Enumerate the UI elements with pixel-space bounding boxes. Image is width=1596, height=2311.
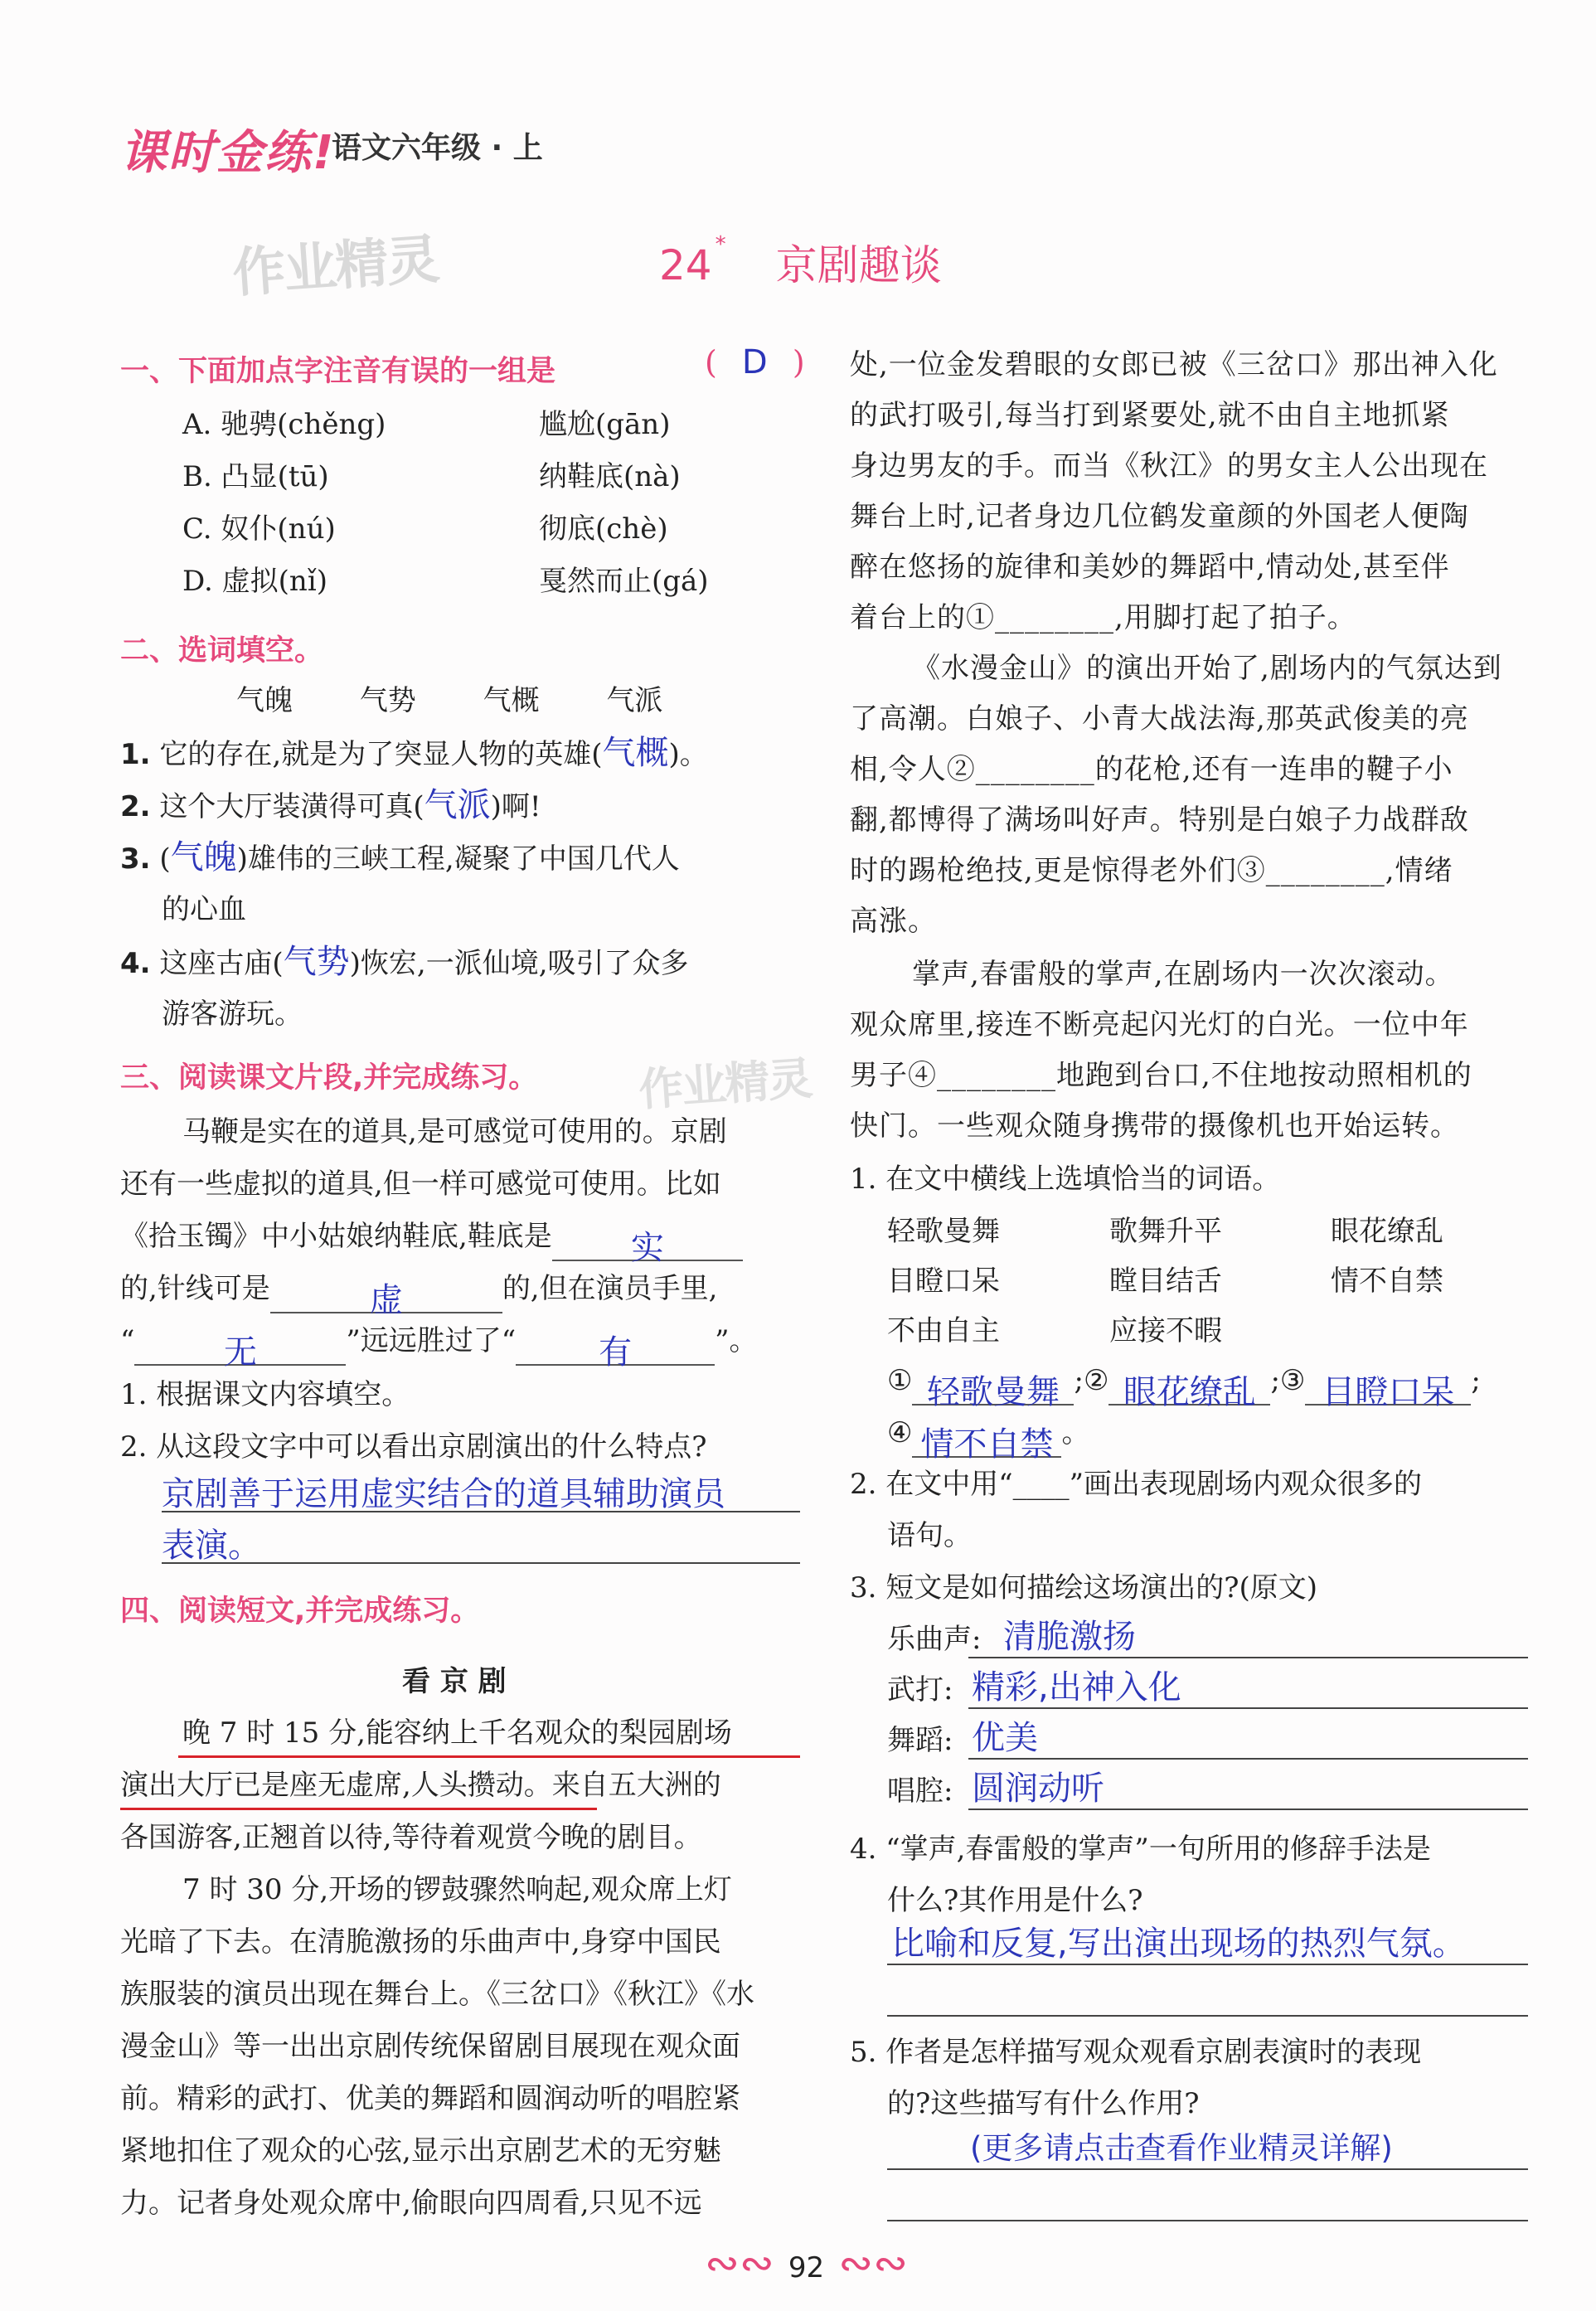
word-bank-item: 气概	[483, 684, 540, 717]
question: 5. 作者是怎样描写观众观看京剧表演时的表现	[850, 2036, 1422, 2069]
article-line: 高涨。	[850, 905, 937, 938]
answer-line	[968, 1758, 1528, 1760]
section-4-title: 四、阅读短文,并完成练习。	[120, 1595, 480, 1628]
question: 2. 这个大厅装潢得可真(气派)啊!	[120, 786, 541, 824]
blank-answer: 实	[630, 1229, 664, 1267]
article-line: 观众席里,接连不断亮起闪光灯的白光。一位中年	[850, 1008, 1469, 1041]
answer-line	[887, 2015, 1528, 2017]
answer: 精彩,出神入化	[972, 1668, 1181, 1707]
choice: 轻歌曼舞	[887, 1215, 1000, 1248]
choice: 不由自主	[887, 1314, 1000, 1347]
question: 3. 短文是如何描绘这场演出的?(原文)	[850, 1571, 1318, 1605]
passage-line: “ 无 ”远远胜过了“ 有 ”。	[120, 1324, 758, 1372]
passage-line: 的,针线可是 虚 的,但在演员手里,	[120, 1272, 718, 1319]
article-line: 处,一位金发碧眼的女郎已被《三岔口》那出神入化	[850, 348, 1498, 381]
answer-paren: ( D )	[705, 343, 805, 381]
choice: 情不自禁	[1331, 1265, 1443, 1298]
choice: 瞠目结舌	[1109, 1265, 1222, 1298]
article-line: 紧地扣住了观众的心弦,显示出京剧艺术的无穷魅	[120, 2134, 721, 2168]
answer: 圆润动听	[972, 1770, 1104, 1808]
subject-label: 语文六年级 · 上	[332, 131, 543, 165]
fill-answer: 眼花缭乱	[1123, 1373, 1256, 1411]
question-cont: 的?这些描写有什么作用?	[887, 2087, 1200, 2120]
watermark: 作业精灵	[637, 1051, 813, 1117]
answer-line	[162, 1511, 800, 1512]
section-3-title: 三、阅读课文片段,并完成练习。	[120, 1061, 538, 1095]
option-c-right: 彻底(chè)	[539, 512, 668, 546]
question: 4. “掌声,春雷般的掌声”一句所用的修辞手法是	[850, 1833, 1431, 1866]
article-line: 前。精彩的武打、优美的舞蹈和圆润动听的唱腔紧	[120, 2082, 740, 2115]
article-line: 掌声,春雷般的掌声,在剧场内一次次滚动。	[912, 958, 1454, 991]
blank-answer: 无	[223, 1333, 257, 1372]
watermark: 作业精灵	[230, 229, 440, 305]
answer-line	[887, 1964, 1528, 1965]
article-line: 相,令人②________的花枪,还有一连串的鞬子小	[850, 753, 1453, 786]
article-line: 着台上的①________,用脚打起了拍子。	[850, 601, 1356, 634]
swirl-right-icon: ∾∾	[838, 2239, 909, 2287]
article-line: 《水漫金山》的演出开始了,剧场内的气氛达到	[912, 652, 1502, 685]
option-d-left: D. 虚拟(nǐ)	[182, 565, 327, 598]
article-line: 7 时 30 分,开场的锣鼓骤然响起,观众席上灯	[182, 1873, 732, 1906]
article-line: 演出大厅已是座无虚席,人头攒动。来自五大洲的	[120, 1769, 721, 1802]
answer-line	[968, 1707, 1528, 1709]
red-underline	[120, 1808, 597, 1810]
answer: 气概	[602, 734, 669, 772]
option-a-right: 尴尬(gān)	[539, 408, 671, 441]
option-b-right: 纳鞋底(nà)	[539, 460, 681, 493]
word-bank-item: 气势	[359, 684, 416, 717]
page-number: 92	[788, 2251, 825, 2284]
more-details-link[interactable]: (更多请点击查看作业精灵详解)	[970, 2130, 1393, 2166]
option-c-left: C. 奴仆(nú)	[182, 512, 336, 546]
article-line: 舞台上时,记者身边几位鹤发童颜的外国老人便陶	[850, 500, 1469, 533]
passage-line: 《拾玉镯》中小姑娘纳鞋底,鞋底是 实	[120, 1211, 743, 1261]
question: 2. 在文中用“____”画出表现剧场内观众很多的	[850, 1468, 1423, 1501]
question-cont: 什么?其作用是什么?	[887, 1884, 1143, 1917]
section-1-title: 一、下面加点字注音有误的一组是	[120, 355, 556, 388]
passage-line: 还有一些虚拟的道具,但一样可感觉可使用。比如	[120, 1168, 721, 1201]
answer-line	[968, 1809, 1528, 1810]
choice: 目瞪口呆	[887, 1265, 1000, 1298]
answer-line	[162, 1562, 800, 1564]
fill-answer: 情不自禁	[920, 1425, 1054, 1464]
answer-line	[887, 2168, 1528, 2170]
article-line: 快门。一些观众随身携带的摄像机也开始运转。	[850, 1109, 1459, 1143]
answer: 表演。	[162, 1527, 261, 1565]
question-cont: 游客游玩。	[162, 998, 303, 1031]
question: 1. 在文中横线上选填恰当的词语。	[850, 1163, 1281, 1196]
answer-line	[968, 1657, 1528, 1658]
choice: 眼花缭乱	[1331, 1215, 1443, 1248]
swirl-left-icon: ∾∾	[705, 2239, 774, 2287]
word-bank-item: 气派	[606, 684, 663, 717]
label: 唱腔:	[887, 1775, 953, 1808]
option-b-left: B. 凸显(tū)	[182, 460, 329, 493]
article-line: 漫金山》等一出出京剧传统保留剧目展现在观众面	[120, 2030, 740, 2063]
choice: 应接不暇	[1109, 1314, 1222, 1347]
choice: 歌舞升平	[1109, 1215, 1222, 1248]
article-line: 醉在悠扬的旋律和美妙的舞蹈中,情动处,甚至伴	[850, 551, 1450, 584]
word-bank-item: 气魄	[236, 684, 293, 717]
fill-answer: 轻歌曼舞	[926, 1373, 1060, 1411]
answer: 气派	[424, 786, 491, 824]
page-footer	[705, 2239, 908, 2287]
label: 舞蹈:	[887, 1724, 953, 1757]
question: 3. (气魄)雄伟的三峡工程,凝聚了中国几代人	[120, 838, 680, 876]
option-a-left: A. 驰骋(chěng)	[182, 408, 386, 441]
fill-answers: ① 轻歌曼舞 ;② 眼花缭乱 ;③ 目瞪口呆 ;	[887, 1364, 1481, 1411]
article-line: 了高潮。白娘子、小青大战法海,那英武俊美的亮	[850, 702, 1469, 736]
article-line: 光暗了下去。在清脆激扬的乐曲声中,身穿中国民	[120, 1925, 721, 1959]
answer: 气势	[283, 943, 350, 981]
red-underline	[178, 1755, 800, 1758]
answer: 比喻和反复,写出演出现场的热烈气氛。	[891, 1925, 1466, 1963]
answer: 气魄	[170, 838, 237, 876]
lesson-title: 24 * 京剧趣谈	[659, 232, 942, 289]
question: 1. 它的存在,就是为了突显人物的英雄(气概)。	[120, 734, 708, 772]
blank-answer: 虚	[369, 1281, 403, 1319]
article-line: 晚 7 时 15 分,能容纳上千名观众的梨园剧场	[182, 1716, 732, 1750]
article-line: 力。记者身处观众席中,偷眼向四周看,只见不远	[120, 2187, 702, 2220]
article-line: 族服装的演员出现在舞台上。《三岔口》《秋江》《水	[120, 1978, 754, 2011]
question: 4. 这座古庙(气势)恢宏,一派仙境,吸引了众多	[120, 943, 689, 981]
answer-line	[887, 2220, 1528, 2221]
question: 2. 从这段文字中可以看出京剧演出的什么特点?	[120, 1430, 707, 1464]
label: 武打:	[887, 1673, 953, 1707]
question-cont: 的心血	[162, 893, 246, 926]
blank-answer: 有	[599, 1333, 633, 1372]
option-d-right: 戛然而止(gá)	[539, 565, 709, 598]
question: 1. 根据课文内容填空。	[120, 1378, 410, 1411]
answer: 京剧善于运用虚实结合的道具辅助演员	[162, 1475, 725, 1513]
article-line: 翻,都博得了满场叫好声。特别是白娘子力战群敌	[850, 804, 1469, 837]
article-line: 的武打吸引,每当打到紧要处,就不由自主地抓紧	[850, 399, 1450, 432]
brand-logo: 课时金练!	[120, 126, 336, 180]
answer: 优美	[972, 1719, 1038, 1757]
article-line: 时的踢枪绝技,更是惊得老外们③________,情绪	[850, 854, 1453, 887]
label: 乐曲声:	[887, 1623, 982, 1656]
section-1-answer: D	[741, 343, 768, 381]
section-2-title: 二、选词填空。	[120, 634, 324, 668]
word-bank	[236, 676, 662, 726]
fill-answer: 目瞪口呆	[1322, 1373, 1455, 1411]
fill-answers: ④ 情不自禁 。	[887, 1416, 1090, 1464]
article-line: 男子④________地跑到台口,不住地按动照相机的	[850, 1059, 1472, 1092]
article-line: 各国游客,正翘首以待,等待着观赏今晚的剧目。	[120, 1821, 702, 1854]
article-line: 身边男友的手。而当《秋江》的男女主人公出现在	[850, 449, 1488, 483]
question-cont: 语句。	[887, 1519, 972, 1552]
answer: 清脆激扬	[1003, 1618, 1136, 1656]
article-title: 看 京 剧	[402, 1665, 507, 1698]
passage-line: 马鞭是实在的道具,是可感觉可使用的。京剧	[182, 1115, 727, 1148]
